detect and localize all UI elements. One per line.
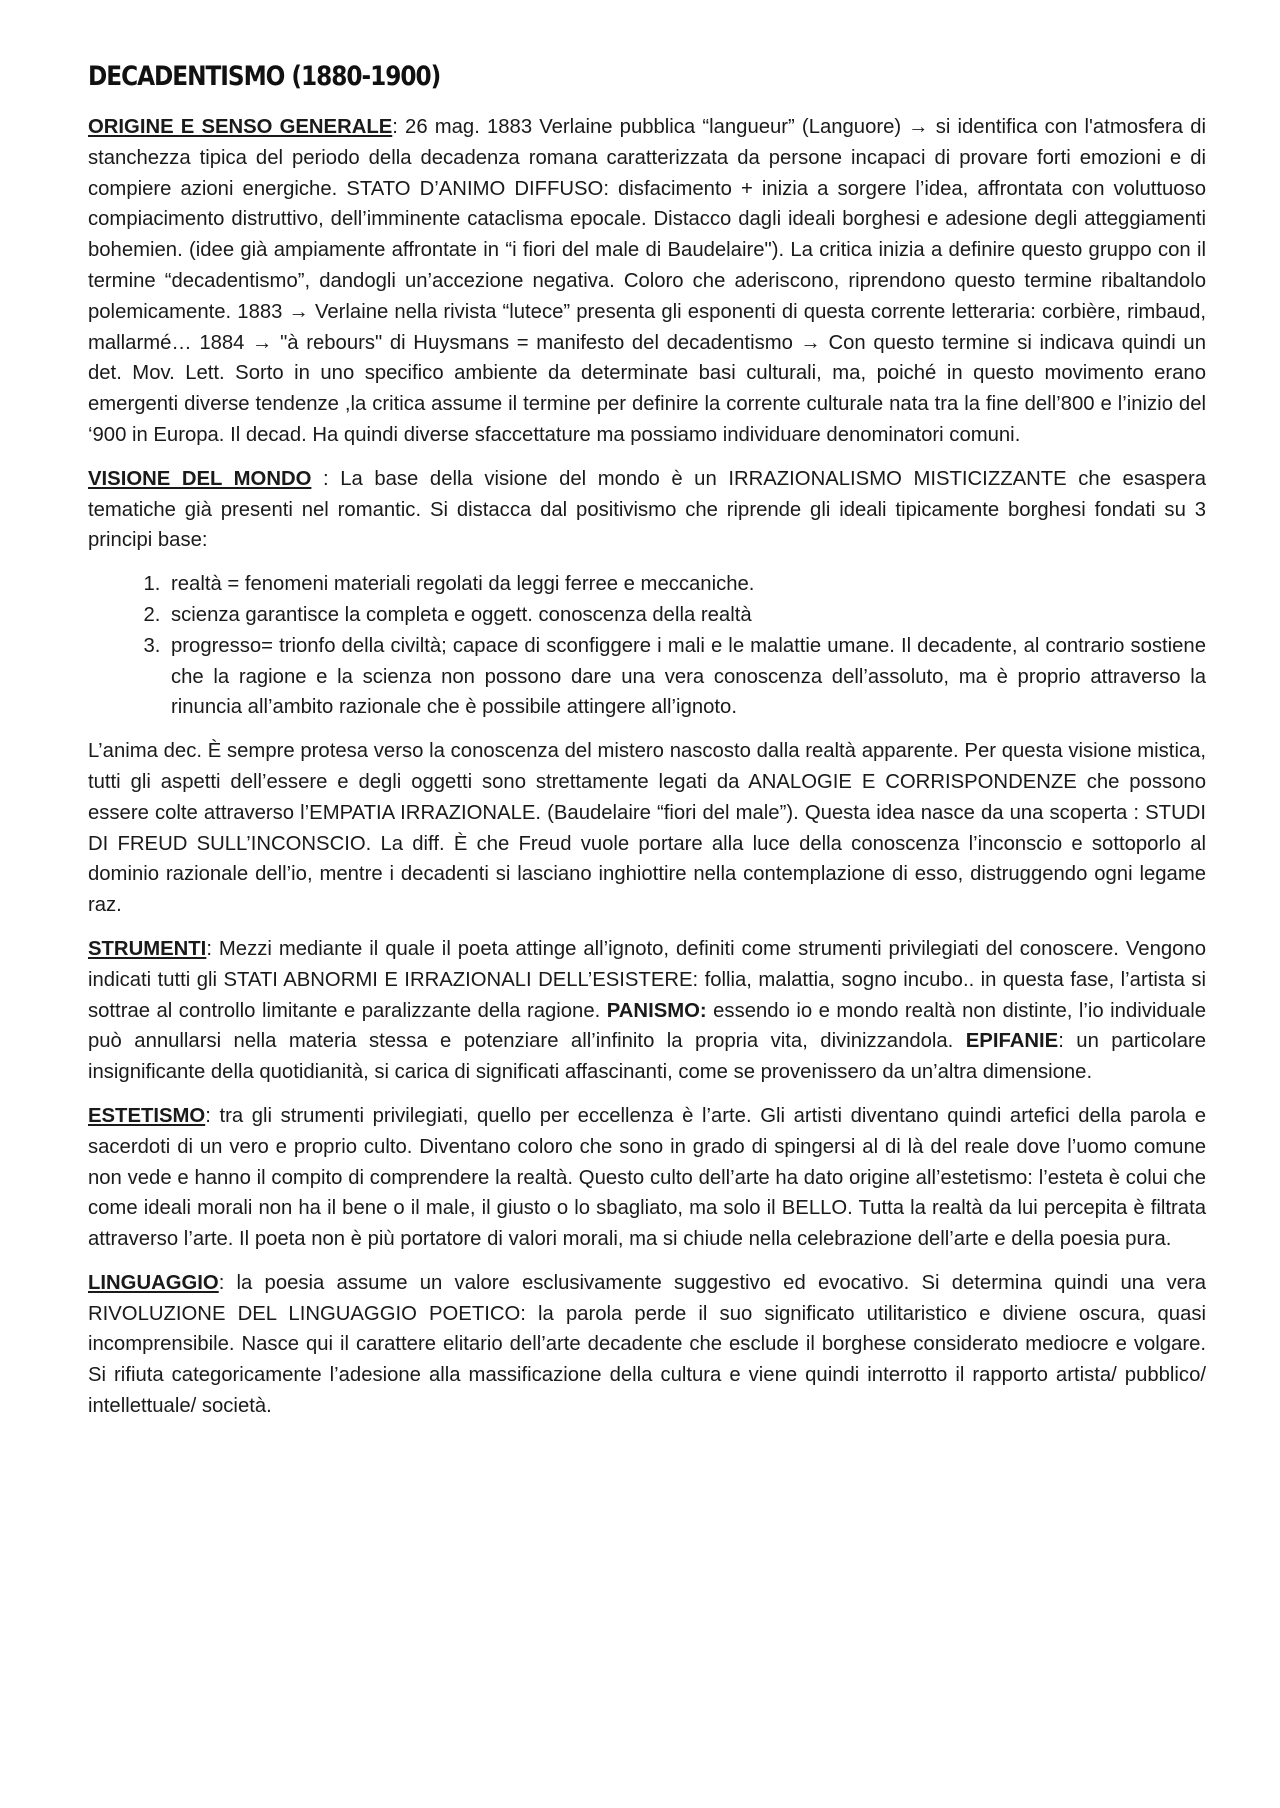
list-item: 2. scienza garantisce la completa e oggett. conoscenza della realtà — [166, 600, 1206, 631]
principles-list — [88, 569, 1206, 723]
paragraph-linguaggio — [88, 1268, 1206, 1422]
text-strumenti-2: essendo io e mondo realtà non distinte, l’io individuale può annullarsi nella materia stessa e potenziare all’infinito la propria vita, divinizzandola. — [88, 999, 1207, 1053]
text-visione: : La base della visione del mondo è un IRRAZIONALISMO MISTICIZZANTE che esaspera tematiche già presenti nel romantic. Si distacca dal positivismo che riprende gli ideali tipicamente borghesi fondati su 3 principi base: — [88, 467, 1206, 552]
heading-visione: VISIONE DEL MONDO — [88, 467, 312, 490]
heading-strumenti: STRUMENTI — [88, 937, 207, 960]
text-strumenti-1: : Mezzi mediante il quale il poeta attinge all’ignoto, definiti come strumenti privilegiati del conoscere. Vengono indicati tutti gli STATI ABNORMI E IRRAZIONALI DELL’ESISTERE: follia, malattia, sogno incubo.. in questa fase, l’artista si sottrae al controllo limitante e paralizzante della ragione. — [88, 937, 1206, 1022]
text-estetismo: : tra gli strumenti privilegiati, quello per eccellenza è l’arte. Gli artisti diventano quindi artefici della parola e sacerdoti di un vero e proprio culto. Diventano coloro che sono in grado di spingersi al di là del reale dove l’uomo comune non vede e hanno il compito di comprendere la realtà. Questo culto dell’arte ha dato origine all’estetismo: l’esteta è colui che come ideali morali non ha il bene o il male, il giusto o lo sbagliato, ma solo il BELLO. Tutta la realtà da lui percepita è filtrata attraverso l’arte. Il poeta non è più portatore di valori morali, ma si chiude nella celebrazione dell’arte e della poesia pura. — [88, 1104, 1206, 1251]
heading-origine: ORIGINE E SENSO GENERALE — [88, 116, 393, 138]
paragraph-estetismo — [88, 1101, 1206, 1255]
text-origine: : 26 mag. 1883 Verlaine pubblica “langueur” (Languore) → si identifica con l'atmosfera di stanchezza tipica del periodo della decadenza romana caratterizzata da persone incapaci di provare forti emozioni e di compiere azioni energiche. STATO D’ANIMO DIFFUSO: disfacimento + inizia a sorgere l’idea, affrontata con voluttuoso compiacimento distruttivo, dell’imminente cataclisma epocale. Distacco dagli ideali borghesi e adesione degli atteggiamenti bohemien. (idee già ampiamente affrontate in “i fiori del male di Baudelaire"). La critica inizia a definire questo gruppo con il termine “decadentismo”, dandogli un’accezione negativa. Coloro che aderiscono, riprendono questo termine ribaltandolo polemicamente. 1883 → Verlaine nella rivista “lutece” presenta gli esponenti di questa corrente letteraria: corbière, rimbaud, mallarmé… 1884 → "à rebours" di Huysmans = manifesto del decadentismo → Con questo termine si indicava quindi un det. Mov. Lett. Sorto in uno specifico ambiente da determinate basi culturali, ma, poiché in questo movimento erano emergenti diverse tendenze ,la critica assume il termine per definire la corrente culturale nata tra la fine dell’800 e l’inizio del ‘900 in Europa. Il decad. Ha quindi diverse sfaccettature ma possiamo individuare denominatori comuni. — [88, 116, 1206, 446]
paragraph-strumenti — [88, 934, 1206, 1088]
heading-estetismo: ESTETISMO — [88, 1104, 206, 1127]
heading-linguaggio: LINGUAGGIO — [88, 1271, 219, 1294]
document-title: DECADENTISMO (1880-1900) — [88, 61, 441, 92]
document-page — [88, 58, 1206, 1435]
text-linguaggio: : la poesia assume un valore esclusivamente suggestivo ed evocativo. Si determina quindi una vera RIVOLUZIONE DEL LINGUAGGIO POETICO: la parola perde il suo significato utilitaristico e diviene oscura, quasi incomprensibile. Nasce qui il carattere elitario dell’arte decadente che esclude il borghese considerato mediocre e volgare. Si rifiuta categoricamente l’adesione alla massificazione della cultura e viene quindi interrotto il rapporto artista/ pubblico/ intellettuale/ società. — [88, 1271, 1206, 1418]
paragraph-origine — [88, 112, 1206, 451]
list-item: 3. progresso= trionfo della civiltà; capace di sconfiggere i mali e le malattie umane. Il decadente, al contrario sostiene che la ragione e la scienza non possono dare una vera conoscenza dell’assoluto, ma è proprio attraverso la rinuncia all’ambito razionale che è possibile attingere all’ignoto. — [166, 631, 1206, 723]
list-item: 1. realtà = fenomeni materiali regolati da leggi ferree e meccaniche. — [166, 569, 1206, 600]
label-panismo: PANISMO: — [606, 999, 707, 1022]
paragraph-visione — [88, 464, 1206, 556]
paragraph-anima: L’anima dec. È sempre protesa verso la conoscenza del mistero nascosto dalla realtà apparente. Per questa visione mistica, tutti gli aspetti dell’essere e degli oggetti sono strettamente legati da ANALOGIE E CORRISPONDENZE che possono essere colte attraverso l’EMPATIA IRRAZIONALE. (Baudelaire “fiori del male”). Questa idea nasce da una scoperta : STUDI DI FREUD SULL’INCONSCIO. La diff. È che Freud vuole portare alla luce della conoscenza l’inconscio e sottoporlo al dominio razionale dell’io, mentre i decadenti si lasciano inghiottire nella contemplazione di esso, distruggendo ogni legame raz. — [88, 740, 1206, 917]
label-epifanie: EPIFANIE — [965, 1030, 1059, 1053]
text-strumenti-3: : un particolare insignificante della quotidianità, si carica di significati affascinanti, come se provenissero da un’altra dimensione. — [88, 1030, 1207, 1084]
